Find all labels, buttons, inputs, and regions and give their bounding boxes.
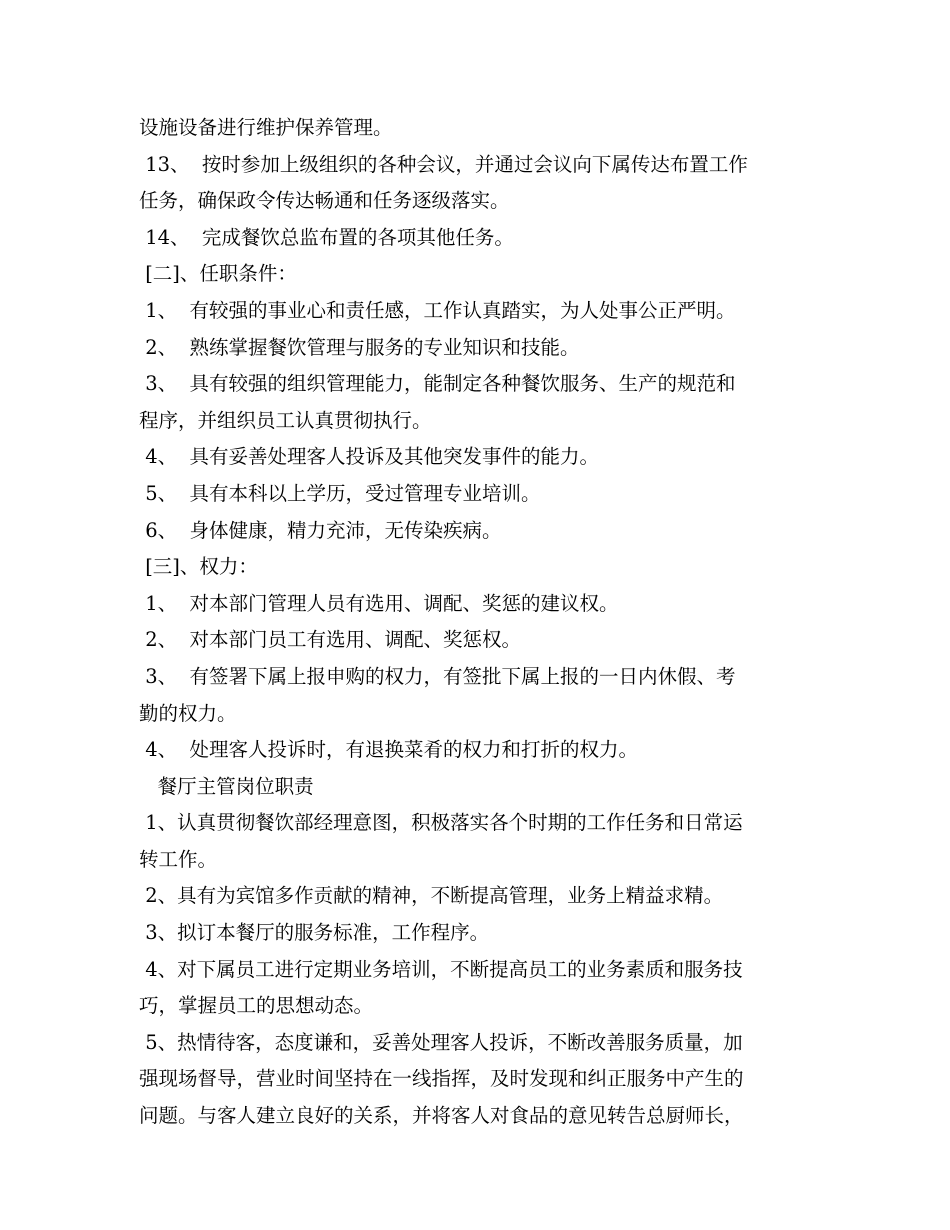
text-line: 3、拟订本餐厅的服务标准，工作程序。 [139, 921, 490, 945]
text-line: 1、 对本部门管理人员有选用、调配、奖惩的建议权。 [139, 591, 619, 615]
text-line: 3、 具有较强的组织管理能力，能制定各种餐饮服务、生产的规范和 [139, 372, 736, 396]
text-line: 2、具有为宾馆多作贡献的精神，不断提高管理，业务上精益求精。 [139, 884, 724, 908]
text-line: 任务，确保政令传达畅通和任务逐级落实。 [139, 189, 510, 213]
text-line: 4、对下属员工进行定期业务培训，不断提高员工的业务素质和服务技 [139, 957, 743, 981]
text-line: 程序，并组织员工认真贯彻执行。 [139, 408, 432, 432]
text-line: 5、热情待客，态度谦和，妥善处理客人投诉，不断改善服务质量，加 [139, 1030, 743, 1054]
text-line: 2、 熟练掌握餐饮管理与服务的专业知识和技能。 [139, 335, 580, 359]
text-line: 设施设备进行维护保养管理。 [139, 116, 393, 139]
text-line: 1、 有较强的事业心和责任感，工作认真踏实，为人处事公正严明。 [139, 298, 736, 322]
text-line: 强现场督导，营业时间坚持在一线指挥，及时发现和纠正服务中产生的 [139, 1067, 744, 1091]
text-line: 巧，掌握员工的思想动态。 [139, 994, 374, 1018]
section-heading: [三]、权力： [139, 555, 258, 579]
text-line: 2、 对本部门员工有选用、调配、奖惩权。 [139, 628, 522, 652]
text-line: 4、 处理客人投诉时，有退换菜肴的权力和打折的权力。 [139, 738, 639, 762]
text-line: 6、 身体健康，精力充沛，无传染疾病。 [139, 518, 502, 542]
text-line: 1、认真贯彻餐饮部经理意图，积极落实各个时期的工作任务和日常运 [139, 811, 743, 835]
section-title: 餐厅主管岗位职责 [139, 774, 314, 798]
text-line: 14、 完成餐饮总监布置的各项其他任务。 [139, 225, 514, 249]
text-line: 4、 具有妥善处理客人投诉及其他突发事件的能力。 [139, 445, 600, 469]
section-heading: [二]、任职条件： [139, 262, 297, 286]
document-body [139, 110, 819, 1135]
text-line: 转工作。 [139, 847, 218, 871]
text-line: 勤的权力。 [139, 701, 237, 725]
text-line: 问题。与客人建立良好的关系，并将客人对食品的意见转告总厨师长， [139, 1104, 744, 1128]
text-line: 3、 有签署下属上报申购的权力，有签批下属上报的一日内休假、考 [139, 664, 736, 688]
text-line: 5、 具有本科以上学历，受过管理专业培训。 [139, 481, 541, 505]
text-line: 13、 按时参加上级组织的各种会议，并通过会议向下属传达布置工作 [139, 152, 748, 176]
